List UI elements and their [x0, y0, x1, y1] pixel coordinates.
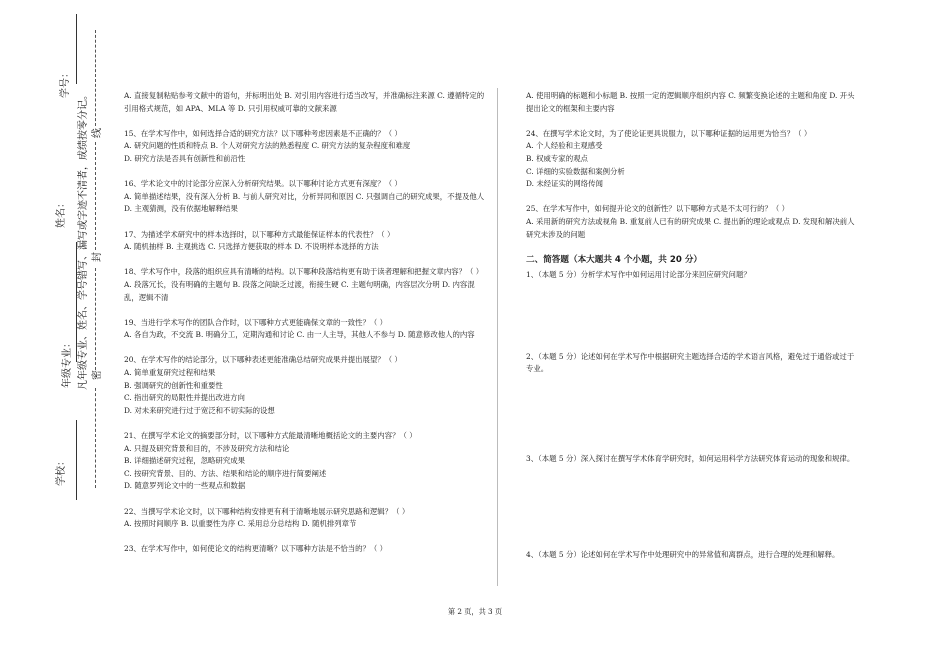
question-16: [124, 178, 486, 216]
question-stem: 21、在撰写学术论文的摘要部分时，以下哪种方式能最清晰地概括论文的主要内容？（ ）: [124, 431, 417, 441]
school-label: 学校：: [56, 456, 67, 486]
question-option: A. 个人经验和主观感受: [526, 141, 603, 151]
question-block: [526, 90, 859, 115]
question-stem: 22、当撰写学术论文时，以下哪种结构安排更有利于清晰地展示研究思路和逻辑？（ ）: [124, 506, 410, 516]
question-option: B. 强调研究的创新性和重要性: [124, 380, 223, 390]
question-option: B. 权威专家的观点: [526, 153, 588, 163]
question-20: [124, 354, 486, 417]
question-option: B. 详细描述研究过程，忽略研究成果: [124, 456, 245, 466]
cut-line: [95, 30, 96, 126]
question-option: A. 简单描述结果，没有深入分析 B. 与前人研究对比，分析异同和原因 C. 只强调自己的研究成果，不提及他人 D. 主观猜测，没有依据地解释结果: [124, 191, 485, 214]
question-21: [124, 430, 486, 493]
question-option: C. 详细的实验数据和案例分析: [526, 166, 625, 176]
question-stem: 24、在撰写学术论文时，为了使论证更具说服力，以下哪种证据的运用更为恰当？（ ）: [526, 128, 812, 138]
left-column: [124, 90, 486, 569]
cut-line: [95, 388, 96, 488]
question-block: [124, 90, 486, 115]
question-option: A. 只提及研究背景和目的，不涉及研究方法和结论: [124, 443, 290, 453]
question-option: A. 采用新的研究方法或视角 B. 重复前人已有的研究成果 C. 提出新的理论或观点 D. 发现和解决前人研究未涉及的问题: [526, 216, 855, 239]
id-underline: [76, 14, 77, 84]
question-24: [526, 128, 859, 191]
name-label: 姓名：: [56, 198, 67, 228]
question-option: A. 随机抽样 B. 主观挑选 C. 只选择方便获取的样本 D. 不说明样本选择的方法: [124, 242, 379, 252]
short-answer-2: 2、（本题 5 分）论述如何在学术写作中根据研究主题选择合适的学术语言风格，避免过于通俗或过于专业。: [526, 351, 855, 374]
binding-notice: 凡年级专业、姓名、学号错写、漏写或字迹不清者，成绩按零分记。: [78, 90, 89, 390]
question-option: A. 各自为政，不交流 B. 明确分工，定期沟通和讨论 C. 由一人主导，其他人不参与 D. 随意修改他人的内容: [124, 330, 475, 340]
school-underline: [76, 420, 77, 500]
question-15: [124, 128, 486, 166]
question-option: A. 按照时间顺序 B. 以重要性为序 C. 采用总分总结构 D. 随机排列章节: [124, 519, 357, 529]
question-stem: 17、为描述学术研究中的样本选择时，以下哪种方式最能保证样本的代表性？（ ）: [124, 229, 395, 239]
question-stem: 15、在学术写作中，如何选择合适的研究方法？以下哪种考虑因素是不正确的？（ ）: [124, 128, 402, 138]
question-17: [124, 229, 486, 254]
short-answer-3: 3、（本题 5 分）深入探讨在撰写学术体育学研究时，如何运用科学方法研究体育运动的现象和规律。: [526, 453, 855, 463]
question-25: [526, 203, 859, 241]
question-22: [124, 506, 486, 531]
question-stem: 25、在学术写作中，如何提升论文的创新性？以下哪种方式是不太可行的？（ ）: [526, 204, 790, 214]
question-23: [124, 543, 486, 556]
question-stem: 19、当进行学术写作的团队合作时，以下哪种方式更能确保文章的一致性？（ ）: [124, 317, 388, 327]
question-option: C. 按研究背景、目的、方法、结果和结论的顺序进行简要阐述: [124, 468, 327, 478]
question-stem: 20、在学术写作的结论部分，以下哪种表述更能准确总结研究成果并提出展望？（ ）: [124, 355, 402, 365]
question-option: A. 段落冗长，没有明确的主题句 B. 段落之间缺乏过渡，衔接生硬 C. 主题句明确，内容层次分明 D. 内容混乱，逻辑不清: [124, 279, 475, 302]
question-stem: 18、学术写作中，段落的组织应具有清晰的结构。以下哪种段落结构更有助于读者理解和把握文章内容？（ ）: [124, 267, 484, 277]
question-stem: A. 直接复制粘贴参考文献中的语句，并标明出处 B. 对引用内容进行适当改写，并准确标注来源 C. 遵循特定的引用格式规范，如 APA、MLA 等 D. 只引用权威可靠的文献来源: [124, 91, 485, 113]
short-answer-1: 1、（本题 5 分）分析学术写作中如何运用讨论部分来回应研究问题？: [526, 269, 751, 279]
column-divider: [497, 88, 498, 586]
question-option: D. 未经证实的网络传闻: [526, 179, 603, 189]
cut-line: [95, 268, 96, 370]
page-footer: 第 2 页，共 3 页: [447, 607, 503, 616]
question-option: D. 研究方法是否具有创新性和前沿性: [124, 153, 246, 163]
question-option: C. 指出研究的局限性并提出改进方向: [124, 393, 245, 403]
cut-line: [95, 142, 96, 250]
question-option: A. 简单重复研究过程和结果: [124, 368, 216, 378]
question-stem: 16、学术论文中的讨论部分应深入分析研究结果。以下哪种讨论方式更有深度？（ ）: [124, 179, 402, 189]
major-label: 年级专业：: [62, 338, 73, 388]
section-title: 二、简答题（本大题共 4 个小题，共 20 分）: [526, 254, 703, 265]
short-answer-4: 4、（本题 5 分）论述如何在学术写作中处理研究中的异常值和离群点，进行合理的处理和解释。: [526, 549, 840, 559]
cut-mark-line: 线: [92, 128, 103, 138]
question-option: D. 对未来研究进行过于宽泛和不切实际的设想: [124, 405, 275, 415]
question-option: A. 研究问题的性质和特点 B. 个人对研究方法的熟悉程度 C. 研究方法的复杂程度和难度: [124, 141, 411, 151]
question-stem: A. 使用明确的标题和小标题 B. 按照一定的逻辑顺序组织内容 C. 频繁变换论述的主题和角度 D. 开头提出论文的框架和主要内容: [526, 91, 855, 113]
question-option: D. 随意罗列论文中的一些观点和数据: [124, 481, 246, 491]
name-underline: [76, 242, 77, 362]
question-stem: 23、在学术写作中，如何使论文的结构更清晰？以下哪种方法是不恰当的？（ ）: [124, 544, 388, 554]
cut-mark-seal: 封: [92, 252, 103, 262]
student-id-label: 学号：: [60, 68, 71, 98]
right-column: [526, 90, 859, 561]
question-18: [124, 266, 486, 304]
question-19: [124, 317, 486, 342]
cut-mark-dense: 密: [92, 370, 103, 380]
